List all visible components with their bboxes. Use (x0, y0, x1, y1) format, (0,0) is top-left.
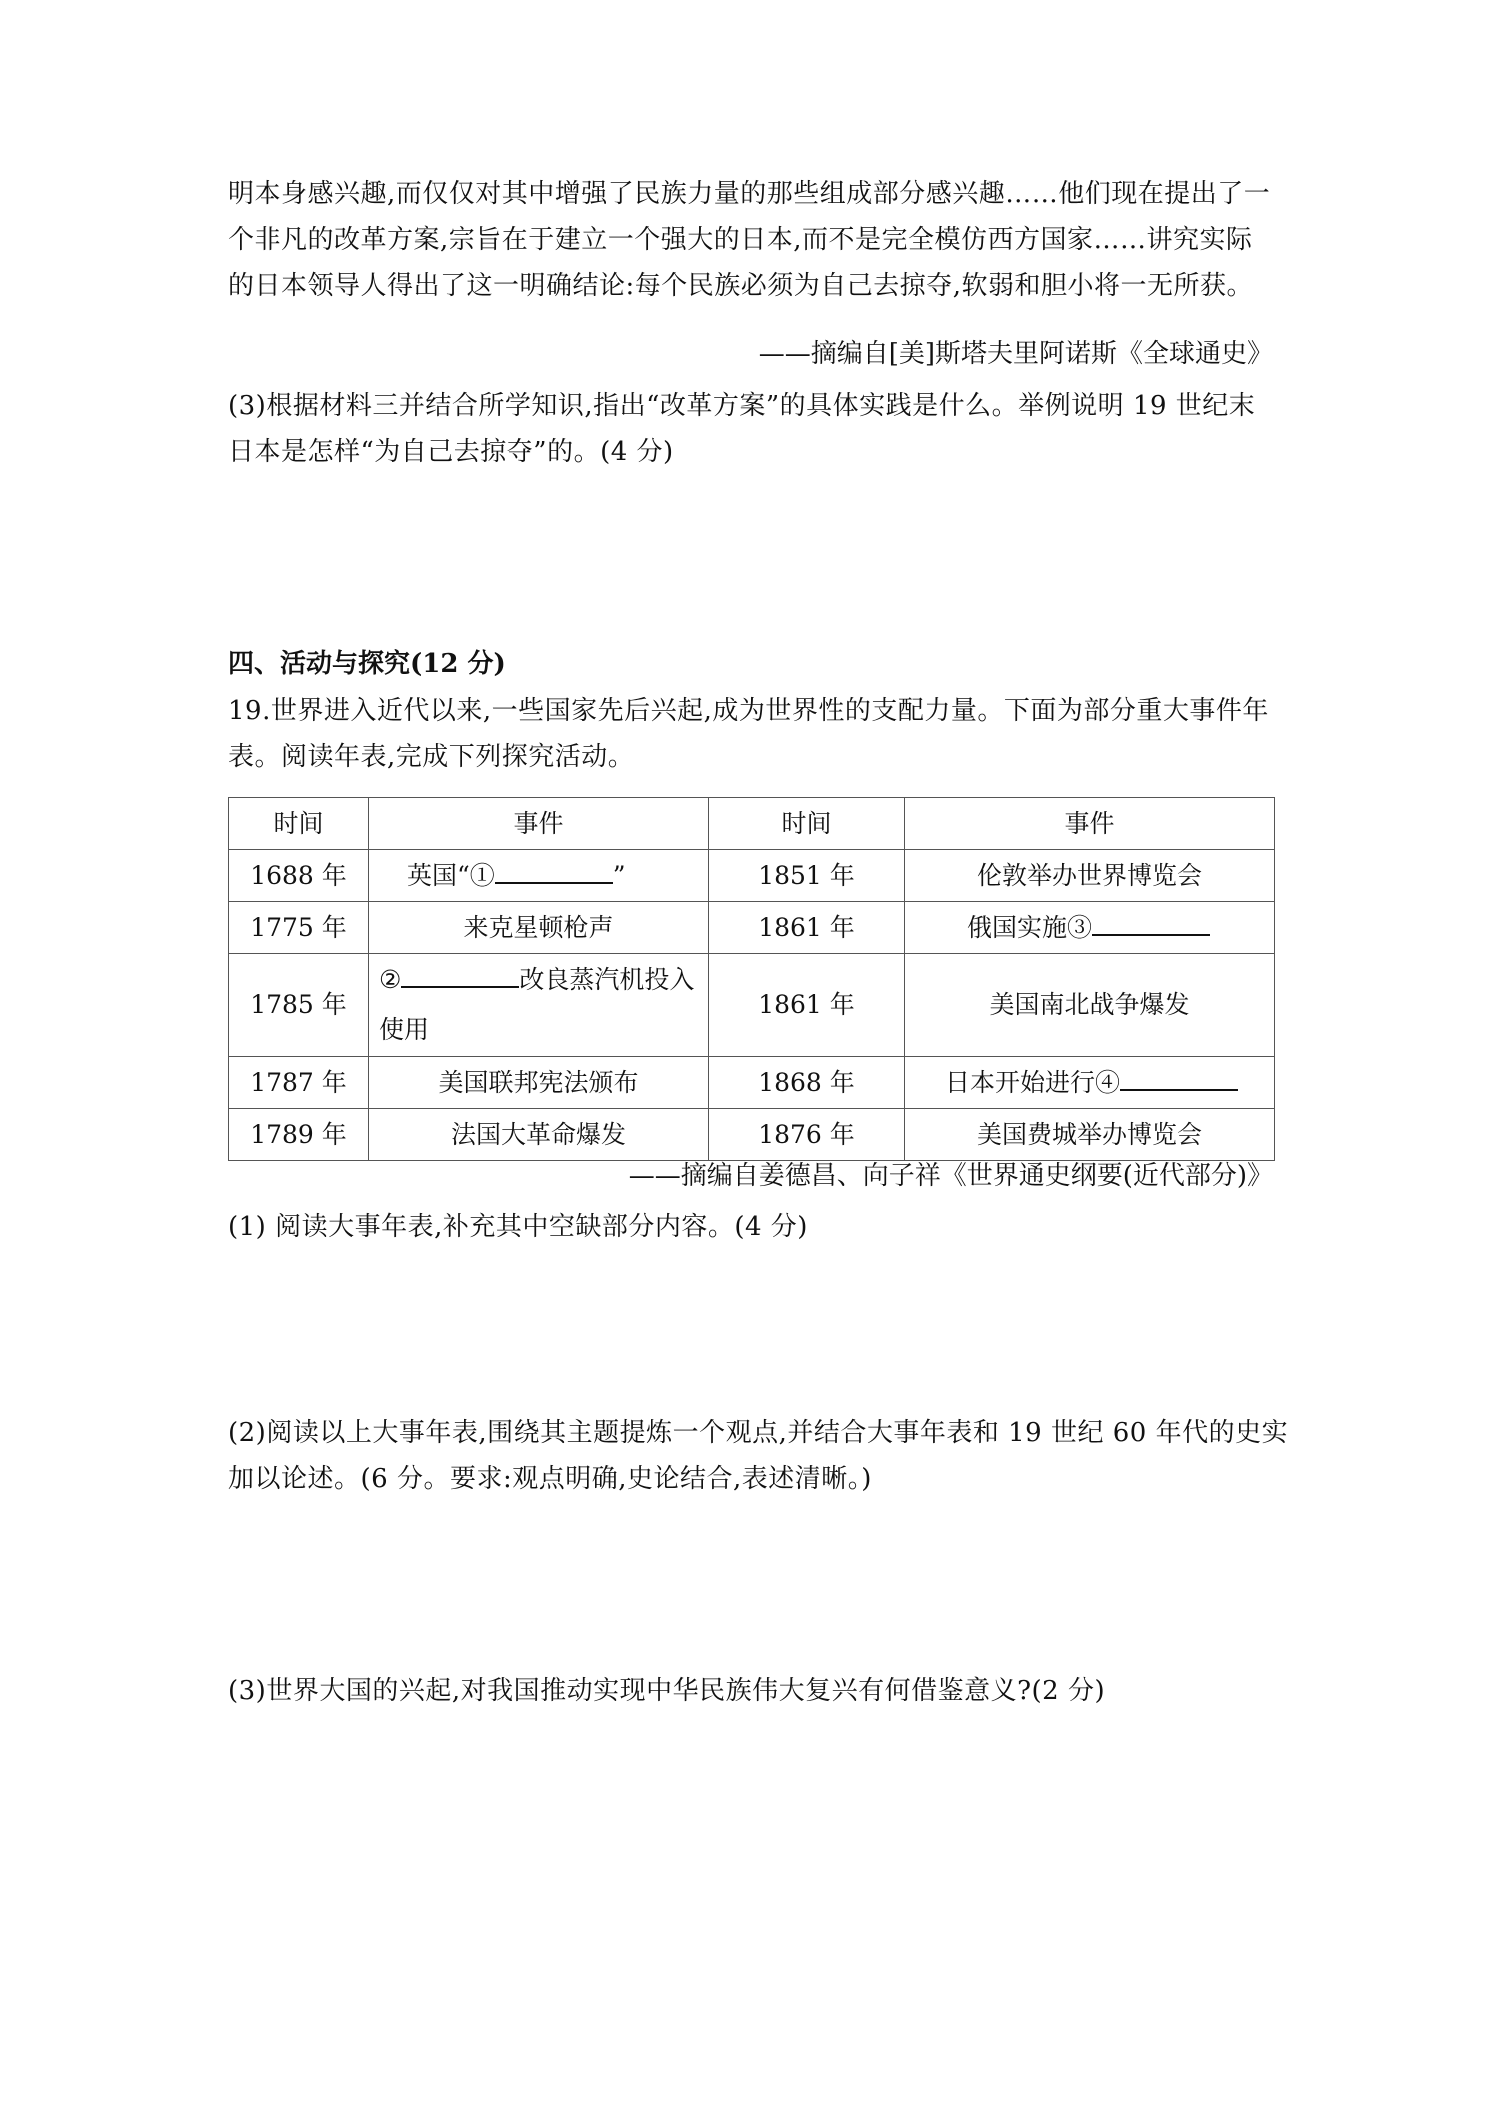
year-cell: 1688 年 (229, 850, 369, 902)
table-row (229, 902, 1275, 954)
table-header-row (229, 798, 1275, 850)
timeline-table (228, 797, 1275, 1161)
question-line: 表。阅读年表,完成下列探究活动。 (228, 742, 635, 772)
material-line: 明本身感兴趣,而仅仅对其中增强了民族力量的那些组成部分感兴趣……他们现在提出了一 (228, 179, 1271, 209)
question-line: 加以论述。(6 分。要求:观点明确,史论结合,表述清晰。) (228, 1464, 872, 1494)
material-three-text (228, 171, 1273, 309)
year-cell: 1789 年 (229, 1109, 369, 1161)
event-cell: 来克星顿枪声 (369, 902, 709, 954)
question-19-2 (228, 1410, 1289, 1502)
year-cell: 1787 年 (229, 1057, 369, 1109)
answer-blank-4[interactable] (1120, 1065, 1238, 1091)
question-19-intro (228, 688, 1273, 780)
event-text: 俄国实施③ (967, 912, 1093, 942)
answer-blank-1[interactable] (495, 858, 613, 884)
event-cell: 美国南北战争爆发 (905, 954, 1275, 1057)
year-cell: 1785 年 (229, 954, 369, 1057)
event-text: 改良蒸汽机投入使用 (379, 965, 695, 1044)
event-cell (905, 1057, 1275, 1109)
event-cell: 美国费城举办博览会 (905, 1109, 1275, 1161)
event-text: 日本开始进行④ (945, 1067, 1121, 1097)
answer-blank-2[interactable] (401, 962, 519, 988)
question-line: 19.世界进入近代以来,一些国家先后兴起,成为世界性的支配力量。下面为部分重大事件年 (228, 696, 1269, 726)
question-19-3: (3)世界大国的兴起,对我国推动实现中华民族伟大复兴有何借鉴意义?(2 分) (228, 1676, 1106, 1706)
material-line: 个非凡的改革方案,宗旨在于建立一个强大的日本,而不是完全模仿西方国家……讲究实际 (228, 225, 1253, 255)
question-line: 日本是怎样“为自己去掠夺”的。(4 分) (228, 437, 674, 467)
table-row (229, 954, 1275, 1057)
year-cell: 1861 年 (709, 954, 905, 1057)
event-cell (905, 902, 1275, 954)
question-line: (2)阅读以上大事年表,围绕其主题提炼一个观点,并结合大事年表和 19 世纪 60 年代的史实 (228, 1418, 1289, 1448)
event-text: 英国“① (407, 860, 495, 890)
question-18-3 (228, 383, 1273, 475)
table-row (229, 1057, 1275, 1109)
year-cell: 1876 年 (709, 1109, 905, 1161)
header-time: 时间 (709, 798, 905, 850)
event-text: ” (612, 860, 626, 890)
section-heading: 四、活动与探究(12 分) (228, 649, 506, 679)
year-cell: 1868 年 (709, 1057, 905, 1109)
event-cell: 法国大革命爆发 (369, 1109, 709, 1161)
table-row (229, 850, 1275, 902)
table-row (229, 1109, 1275, 1161)
material-source: ——摘编自[美]斯塔夫里阿诺斯《全球通史》 (758, 339, 1273, 369)
event-cell (369, 954, 709, 1057)
header-event: 事件 (369, 798, 709, 850)
answer-blank-3[interactable] (1092, 910, 1210, 936)
year-cell: 1775 年 (229, 902, 369, 954)
table-source: ——摘编自姜德昌、向子祥《世界通史纲要(近代部分)》 (628, 1161, 1273, 1191)
question-line: (3)根据材料三并结合所学知识,指出“改革方案”的具体实践是什么。举例说明 19 世纪末 (228, 391, 1256, 421)
header-time: 时间 (229, 798, 369, 850)
material-line: 的日本领导人得出了这一明确结论:每个民族必须为自己去掠夺,软弱和胆小将一无所获。 (228, 271, 1254, 301)
event-cell: 伦敦举办世界博览会 (905, 850, 1275, 902)
year-cell: 1851 年 (709, 850, 905, 902)
year-cell: 1861 年 (709, 902, 905, 954)
header-event: 事件 (905, 798, 1275, 850)
event-cell: 美国联邦宪法颁布 (369, 1057, 709, 1109)
question-19-1: (1) 阅读大事年表,补充其中空缺部分内容。(4 分) (228, 1212, 808, 1242)
event-text: ② (379, 965, 402, 994)
event-cell (369, 850, 709, 902)
